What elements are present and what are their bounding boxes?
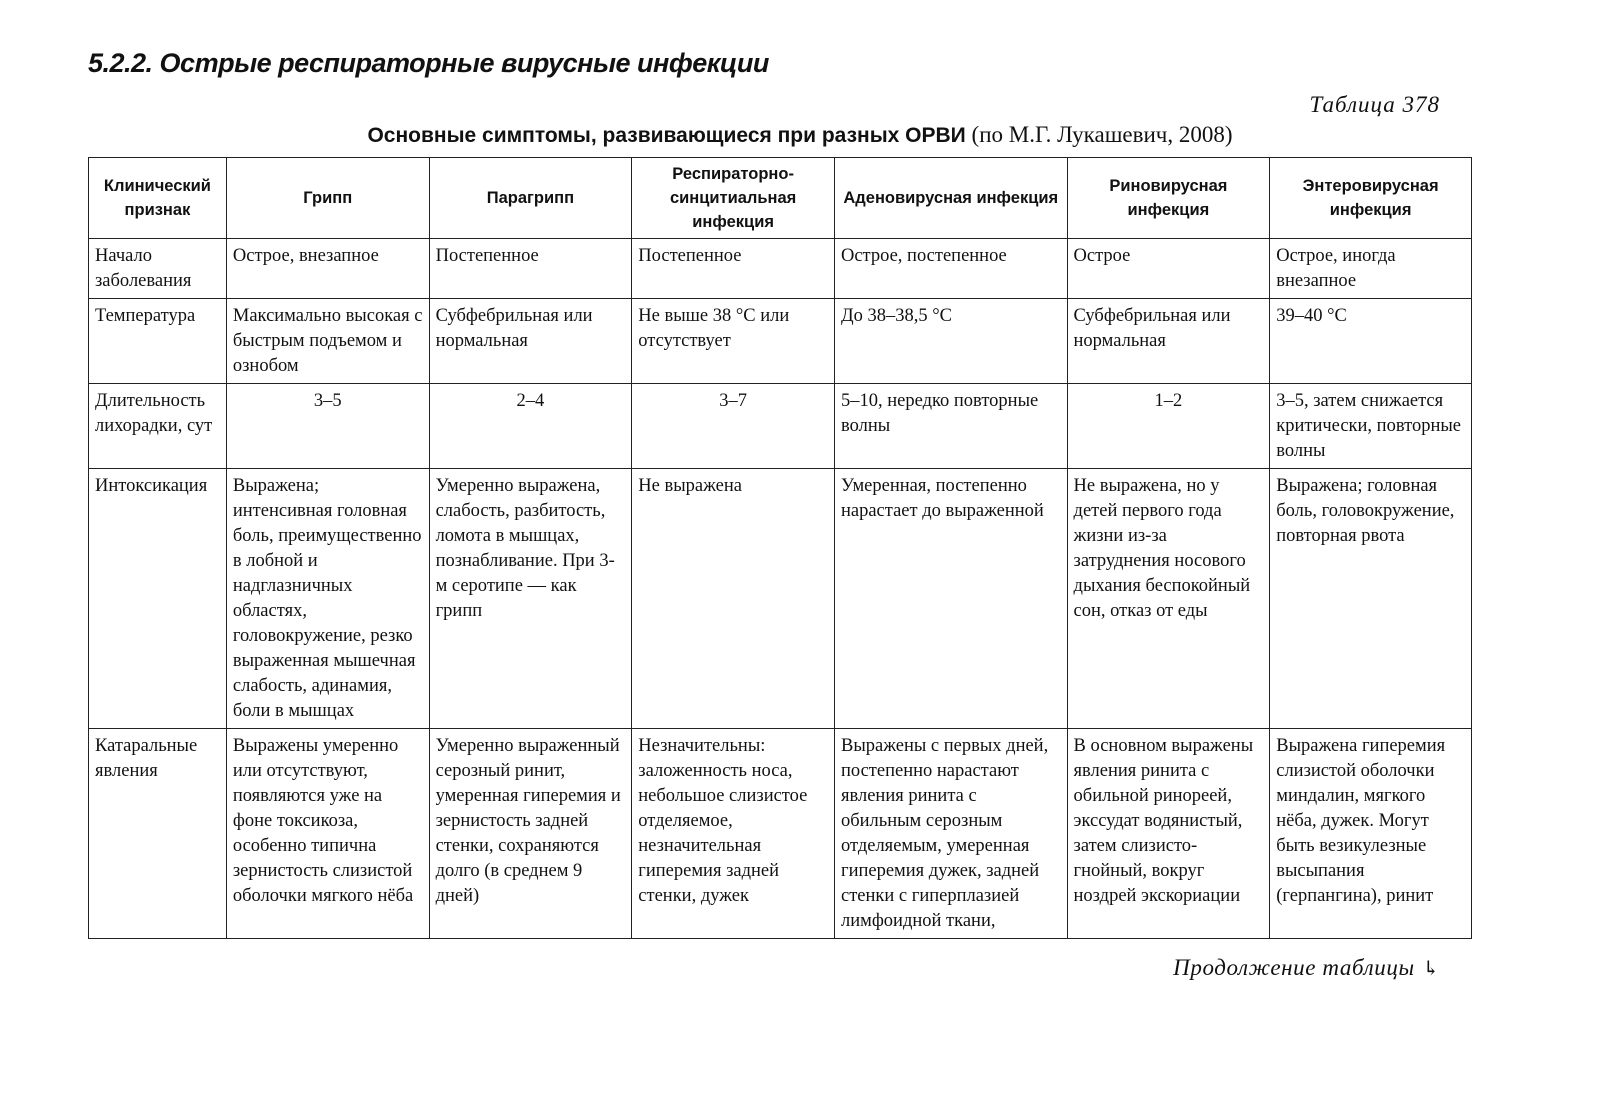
table-cell: 3–5, затем снижается критически, повторные волны (1270, 384, 1472, 469)
row-label: Температура (89, 299, 227, 384)
table-cell: Выражены с первых дней, постепенно нарастают явления ринита с обильным серозным отделяемым, умеренная гиперемия дужек, задней стенки с гиперплазией лимфоидной ткани, (834, 729, 1067, 939)
section-heading: 5.2.2. Острые респираторные вирусные инфекции (88, 48, 769, 78)
table-cell: Постепенное (632, 239, 835, 299)
table-number: Таблица 378 (1309, 92, 1440, 117)
symptoms-table (88, 157, 1472, 939)
row-label: Катаральные явления (89, 729, 227, 939)
table-caption (0, 122, 1600, 148)
table-cell: До 38–38,5 °С (834, 299, 1067, 384)
header-cell: Аденовирусная инфекция (834, 158, 1067, 239)
table-cell: Не выражена, но у детей первого года жизни из-за затруднения носового дыхания беспокойный сон, отказ от еды (1067, 469, 1270, 729)
table-cell: Постепенное (429, 239, 632, 299)
table-cell: Не выражена (632, 469, 835, 729)
table-cell: 2–4 (429, 384, 632, 469)
header-cell: Грипп (226, 158, 429, 239)
row-label: Начало заболевания (89, 239, 227, 299)
table-cell: Острое, постепенное (834, 239, 1067, 299)
table-cell: В основном выражены явления ринита с обильной ринореей, экссудат водянистый, затем слизисто-гнойный, вокруг ноздрей экскориации (1067, 729, 1270, 939)
header-cell: Энтеровирусная инфекция (1270, 158, 1472, 239)
header-cell: Клинический признак (89, 158, 227, 239)
table-cell: Максимально высокая с быстрым подъемом и ознобом (226, 299, 429, 384)
table-cell: 3–7 (632, 384, 835, 469)
table-cell: Острое, внезапное (226, 239, 429, 299)
table-row (89, 469, 1472, 729)
table-row (89, 384, 1472, 469)
table-cell: Незначительны: заложенность носа, небольшое слизистое отделяемое, незначительная гиперемия задней стенки, дужек (632, 729, 835, 939)
row-label: Интоксикация (89, 469, 227, 729)
table-row (89, 239, 1472, 299)
table-row (89, 299, 1472, 384)
table-cell: Выражена; головная боль, головокружение, повторная рвота (1270, 469, 1472, 729)
table-cell: Умеренная, постепенно нарастает до выраженной (834, 469, 1067, 729)
table-cell: Выражены умеренно или отсутствуют, появляются уже на фоне токсикоза, особенно типична зернистость слизистой оболочки мягкого нёба (226, 729, 429, 939)
table-cell: Умеренно выражена, слабость, разбитость, ломота в мышцах, познабливание. При 3-м серотипе — как грипп (429, 469, 632, 729)
continuation-text: Продолжение таблицы (1173, 955, 1415, 980)
header-cell: Респираторно-синцитиальная инфекция (632, 158, 835, 239)
table-cell: Не выше 38 °С или отсутствует (632, 299, 835, 384)
table-cell: Острое (1067, 239, 1270, 299)
table-continuation-note (1173, 955, 1440, 981)
header-cell: Риновирусная инфекция (1067, 158, 1270, 239)
table-cell: 1–2 (1067, 384, 1270, 469)
table-cell: Умеренно выраженный серозный ринит, умеренная гиперемия и зернистость задней стенки, сохраняются долго (в среднем 9 дней) (429, 729, 632, 939)
table-cell: Выражена; интенсивная головная боль, преимущественно в лобной и надглазничных областях, головокружение, резко выраженная мышечная слабость, адинамия, боли в мышцах (226, 469, 429, 729)
table-cell: Выражена гиперемия слизистой оболочки миндалин, мягкого нёба, дужек. Могут быть везикулезные высыпания (герпангина), ринит (1270, 729, 1472, 939)
table-cell: Острое, иногда внезапное (1270, 239, 1472, 299)
table-header-row (89, 158, 1472, 239)
table-cell: 5–10, нередко повторные волны (834, 384, 1067, 469)
table-cell: 39–40 °С (1270, 299, 1472, 384)
table-cell: Субфебрильная или нормальная (1067, 299, 1270, 384)
table-row (89, 729, 1472, 939)
turn-arrow-icon: ↳ (1422, 958, 1440, 980)
header-cell: Парагрипп (429, 158, 632, 239)
caption-title: Основные симптомы, развивающиеся при разных ОРВИ (367, 124, 966, 147)
caption-source: (по М.Г. Лукашевич, 2008) (965, 122, 1233, 147)
table-cell: Субфебрильная или нормальная (429, 299, 632, 384)
table-cell: 3–5 (226, 384, 429, 469)
row-label: Длительность лихорадки, сут (89, 384, 227, 469)
